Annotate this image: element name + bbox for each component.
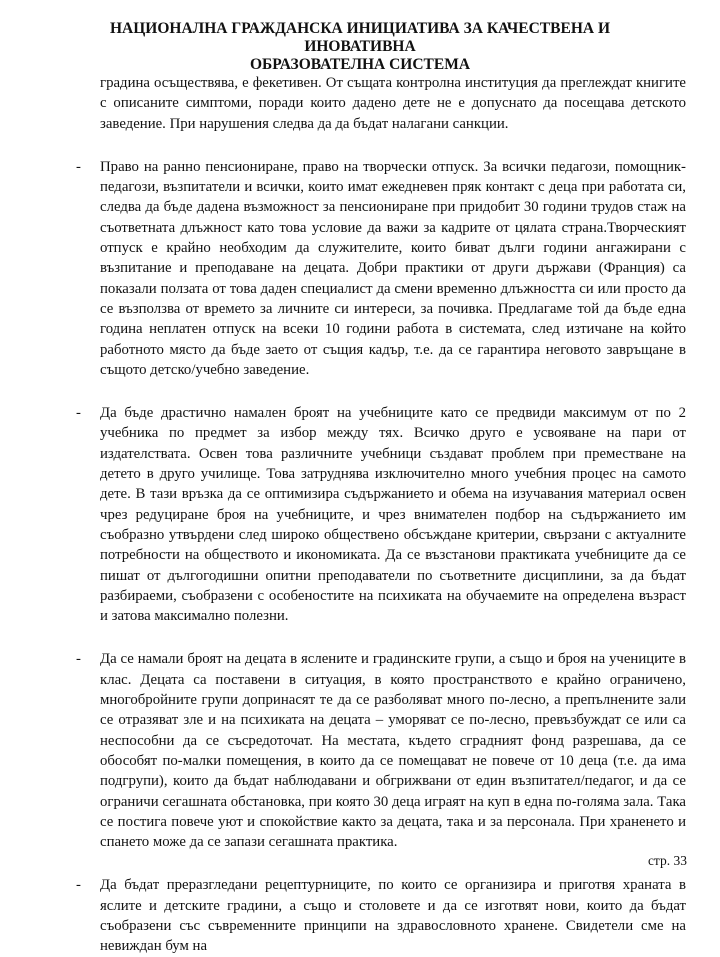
list-bullet: -	[76, 651, 81, 668]
list-bullet: -	[76, 877, 81, 894]
list-item-text: Да бъде драстично намален броят на учебниците като се предвиди максимум от по 2 учебника по предмет за избор между тях. Всичко друго е усвояване на пари от издателствата. Освен това различните учебници създават проблем при преместване на детето в друго училище. Това затруднява изключително много учебния процес на самото дете. В тази връзка да се оптимизира съдържанието и обема на изучавания материал освен чрез редуциране броя на учебниците, и чрез внимателен подбор на съдържанието им съобразно утвърдени след широко обществено обсъждане критерии, свързани с актуалните потребности на обществото и икономиката. Да се възстанови практиката учебниците да се пишат от дългогодишни опитни преподаватели по съответните дисциплини, за да бъдат разбираеми, съобразени с особеностите на психиката на обучаемите на определена възраст и затова максимално полезни.	[100, 405, 686, 625]
header-line-2: ОБРАЗОВАТЕЛНА СИСТЕМА	[249, 56, 471, 73]
list-bullet: -	[76, 405, 81, 422]
list-item-text: Право на ранно пенсиониране, право на творчески отпуск. За всички педагози, помощник-педагози, възпитатели и всички, които имат ежедневен пряк контакт с деца при работата си, следва да бъде дадена възможност за пенсиониране при придобит 30 години трудов стаж на съответната длъжност като това условие да важи за кадрите от цялата страна.Творческият отпуск е крайно необходим да служителите, които биват дълги години ангажирани с възпитание и преподаване на децата. Добри практики от други държави (Франция) са показали ползата от това даден специалист да смени временно длъжността си или просто да се възползва от времето за личните си интереси, за почивка. Предлагаме той да бъде една година неплатен отпуск на всеки 10 години работа в системата, след изтичане на който работното място да бъде заето от същия кадър, т.е. да се гарантира неговото завръщане в същото детско/учебно заведение.	[100, 158, 686, 378]
list-item-text: Да бъдат преразгледани рецептурниците, по които се организира и приготвя храната в яслите и детските градини, а също и столовете и да се изготвят нови, които да бъдат съобразени със съвременните принципи на здравословното хранене. Свидетели сме на невиждан бум на	[100, 877, 686, 955]
document-body	[76, 73, 686, 957]
intro-paragraph: градина осъществява, е фекетивен. От същата контролна институция да преглеждат книгите с описаните симптоми, поради които дадено дете не е допуснато да посещава детското заведение. При нарушения следва да да бъдат налагани санкции.	[100, 75, 686, 132]
page-number: стр. 33	[647, 853, 687, 868]
list-bullet: -	[76, 158, 81, 175]
list-item	[76, 403, 686, 626]
header-line-1: НАЦИОНАЛНА ГРАЖДАНСКА ИНИЦИАТИВА ЗА КАЧЕСТВЕНА И ИНОВАТИВНА	[110, 20, 610, 55]
list-item-text: Да се намали броят на децата в яслените и градинските групи, а също и броя на учениците в клас. Децата са поставени в ситуация, в която пространството е крайно ограничено, многобройните групи допринасят те да се разболяват много по-лесно, а препълнените зали се отразяват зле и на психиката на децата – уморяват се по-лесно, превъзбуждат се или са неспособни да се съсредоточат. На местата, където сградният фонд разрешава, да се обособят по-малки помещения, в които да се помещават не повече от 10 деца (т.е. да има подгрупи), които да бъдат наблюдавани и обгрижвани от един възпитател/педагог, и да се ограничи сегашната обстановка, при която 30 деца играят на куп в една по-голяма зала. Така се постига повече уют и спокойствие както за децата, така и за персонала. При храненето и спането може да се запази сегашната практика.	[100, 651, 686, 851]
document-header	[60, 20, 660, 74]
list-item	[76, 875, 686, 956]
list-item	[76, 157, 686, 380]
list-item	[76, 649, 686, 852]
